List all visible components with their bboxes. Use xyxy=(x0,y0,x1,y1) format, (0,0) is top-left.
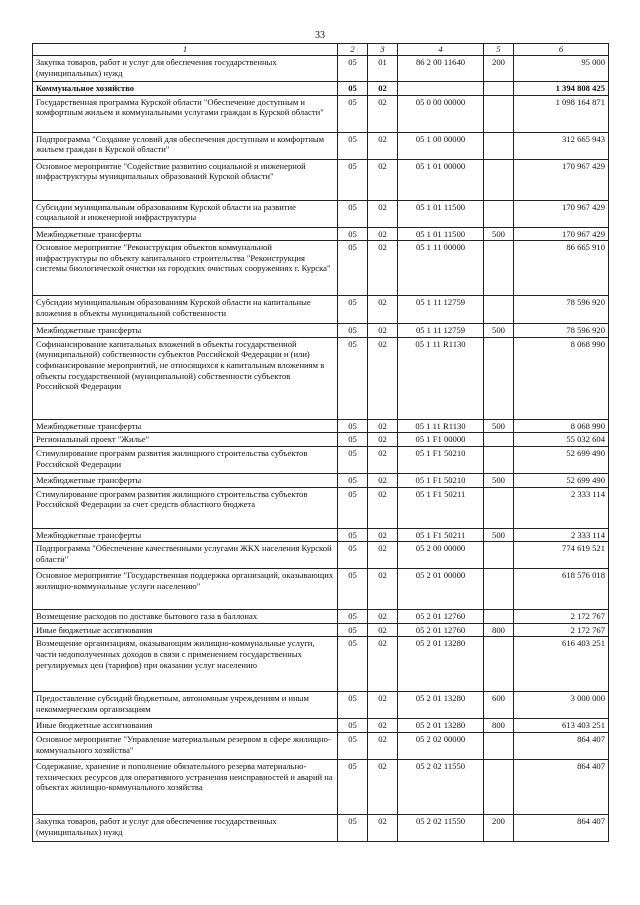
cell-csr: 05 1 F1 00000 xyxy=(398,433,484,447)
cell-name: Субсидии муниципальным образованиям Курской области на капитальные вложения в объекты муниципальной собственности xyxy=(33,296,338,324)
cell-name: Стимулирование программ развития жилищного строительства субъектов Российской Федерации за счет средств областного бюджета xyxy=(33,487,338,528)
cell-sum: 170 967 429 xyxy=(514,200,609,227)
cell-vr xyxy=(484,759,514,814)
cell-csr: 05 2 00 00000 xyxy=(398,542,484,569)
cell-rz: 05 xyxy=(338,719,368,733)
cell-vr: 200 xyxy=(484,814,514,841)
table-row xyxy=(33,200,609,227)
cell-sum: 55 032 604 xyxy=(514,433,609,447)
cell-sum: 312 665 943 xyxy=(514,132,609,159)
cell-sum: 864 407 xyxy=(514,814,609,841)
cell-rz: 05 xyxy=(338,324,368,338)
cell-vr xyxy=(484,610,514,624)
table-row xyxy=(33,419,609,433)
table-row xyxy=(33,241,609,296)
cell-sum: 3 000 000 xyxy=(514,692,609,719)
table-row xyxy=(33,56,609,82)
cell-sum: 2 333 114 xyxy=(514,487,609,528)
cell-csr: 05 1 11 12759 xyxy=(398,296,484,324)
cell-sum: 170 967 429 xyxy=(514,227,609,241)
cell-csr: 05 2 01 13280 xyxy=(398,719,484,733)
table-row xyxy=(33,446,609,473)
cell-rz: 05 xyxy=(338,569,368,610)
cell-name: Стимулирование программ развития жилищного строительства субъектов Российской Федерации xyxy=(33,446,338,473)
header-sum: 6 xyxy=(514,44,609,56)
cell-rz: 05 xyxy=(338,446,368,473)
cell-rz: 05 xyxy=(338,433,368,447)
cell-sum: 8 068 990 xyxy=(514,337,609,419)
cell-pr: 02 xyxy=(368,227,398,241)
cell-name: Основное мероприятие "Государственная поддержка организаций, оказывающих жилищно-коммунальные услуги населению" xyxy=(33,569,338,610)
cell-name: Межбюджетные трансферты xyxy=(33,227,338,241)
cell-pr: 02 xyxy=(368,528,398,542)
cell-pr: 02 xyxy=(368,569,398,610)
cell-sum: 78 596 920 xyxy=(514,324,609,338)
cell-sum: 864 407 xyxy=(514,732,609,759)
cell-csr: 05 1 F1 50210 xyxy=(398,473,484,487)
cell-sum: 2 172 767 xyxy=(514,623,609,637)
cell-csr: 05 1 01 11500 xyxy=(398,227,484,241)
table-row xyxy=(33,82,609,96)
cell-vr xyxy=(484,95,514,132)
table-row xyxy=(33,487,609,528)
cell-vr: 500 xyxy=(484,324,514,338)
cell-csr: 05 0 00 00000 xyxy=(398,95,484,132)
cell-pr: 02 xyxy=(368,95,398,132)
cell-pr: 02 xyxy=(368,473,398,487)
table-row xyxy=(33,542,609,569)
cell-sum: 1 394 808 425 xyxy=(514,82,609,96)
cell-name: Софинансирование капитальных вложений в объекты государственной (муниципальной) собственности субъектов Российской Федерации и (или) софинансирование мероприятий, не относящихся к капитальным вложениям в объекты государственной (муниципальной) собственности субъектов Российской Федерации xyxy=(33,337,338,419)
cell-csr: 05 2 02 11550 xyxy=(398,814,484,841)
cell-pr: 02 xyxy=(368,446,398,473)
cell-pr: 02 xyxy=(368,759,398,814)
cell-name: Возмещение расходов по доставке бытового газа в баллонах xyxy=(33,610,338,624)
cell-csr: 05 2 02 00000 xyxy=(398,732,484,759)
cell-sum: 52 699 490 xyxy=(514,446,609,473)
cell-sum: 2 333 114 xyxy=(514,528,609,542)
header-pr: 3 xyxy=(368,44,398,56)
cell-pr: 02 xyxy=(368,337,398,419)
cell-name: Межбюджетные трансферты xyxy=(33,528,338,542)
cell-csr xyxy=(398,82,484,96)
cell-pr: 02 xyxy=(368,159,398,200)
cell-vr xyxy=(484,241,514,296)
cell-rz: 05 xyxy=(338,759,368,814)
table-row xyxy=(33,337,609,419)
cell-csr: 05 1 11 R1130 xyxy=(398,419,484,433)
table-row xyxy=(33,637,609,692)
cell-pr: 02 xyxy=(368,610,398,624)
cell-vr xyxy=(484,132,514,159)
cell-rz: 05 xyxy=(338,473,368,487)
cell-pr: 02 xyxy=(368,732,398,759)
cell-rz: 05 xyxy=(338,95,368,132)
table-row xyxy=(33,159,609,200)
cell-csr: 05 1 11 R1130 xyxy=(398,337,484,419)
cell-csr: 05 1 11 12759 xyxy=(398,324,484,338)
cell-name: Субсидии муниципальным образованиям Курской области на развитие социальной и инженерной инфраструктуры xyxy=(33,200,338,227)
cell-rz: 05 xyxy=(338,159,368,200)
cell-vr xyxy=(484,542,514,569)
header-rz: 2 xyxy=(338,44,368,56)
table-row xyxy=(33,719,609,733)
cell-name: Закупка товаров, работ и услуг для обеспечения государственных (муниципальных) нужд xyxy=(33,814,338,841)
cell-rz: 05 xyxy=(338,542,368,569)
cell-pr: 02 xyxy=(368,637,398,692)
cell-sum: 95 000 xyxy=(514,56,609,82)
budget-table xyxy=(32,43,609,842)
cell-vr xyxy=(484,637,514,692)
cell-rz: 05 xyxy=(338,296,368,324)
cell-rz: 05 xyxy=(338,227,368,241)
cell-vr xyxy=(484,337,514,419)
cell-csr: 05 1 00 00000 xyxy=(398,132,484,159)
cell-vr xyxy=(484,159,514,200)
cell-vr xyxy=(484,446,514,473)
cell-pr: 02 xyxy=(368,623,398,637)
cell-pr: 02 xyxy=(368,200,398,227)
cell-vr xyxy=(484,569,514,610)
cell-sum: 774 619 521 xyxy=(514,542,609,569)
table-row xyxy=(33,732,609,759)
cell-vr: 500 xyxy=(484,473,514,487)
cell-rz: 05 xyxy=(338,623,368,637)
cell-csr: 05 2 01 13280 xyxy=(398,637,484,692)
cell-name: Основное мероприятие "Реконструкция объектов коммунальной инфраструктуры по объекту капитального строительства "Реконструкция системы биологической очистки на городских очистных сооружениях г. Курска" xyxy=(33,241,338,296)
table-row xyxy=(33,132,609,159)
cell-pr: 02 xyxy=(368,419,398,433)
cell-csr: 05 2 01 12760 xyxy=(398,623,484,637)
cell-pr: 02 xyxy=(368,719,398,733)
cell-vr xyxy=(484,433,514,447)
cell-vr xyxy=(484,200,514,227)
cell-csr: 05 1 01 11500 xyxy=(398,200,484,227)
cell-pr: 02 xyxy=(368,814,398,841)
table-row xyxy=(33,814,609,841)
cell-name: Основное мероприятие "Содействие развитию социальной и инженерной инфраструктуры муниципальных образований Курской области" xyxy=(33,159,338,200)
cell-sum: 52 699 490 xyxy=(514,473,609,487)
cell-rz: 05 xyxy=(338,610,368,624)
cell-rz: 05 xyxy=(338,419,368,433)
header-vr: 5 xyxy=(484,44,514,56)
cell-rz: 05 xyxy=(338,337,368,419)
cell-rz: 05 xyxy=(338,241,368,296)
cell-rz: 05 xyxy=(338,637,368,692)
cell-pr: 02 xyxy=(368,241,398,296)
cell-vr: 500 xyxy=(484,227,514,241)
cell-name: Коммунальное хозяйство xyxy=(33,82,338,96)
cell-pr: 02 xyxy=(368,692,398,719)
cell-vr xyxy=(484,296,514,324)
cell-rz: 05 xyxy=(338,528,368,542)
table-row xyxy=(33,433,609,447)
cell-sum: 170 967 429 xyxy=(514,159,609,200)
table-row xyxy=(33,759,609,814)
table-row xyxy=(33,473,609,487)
cell-sum: 613 403 251 xyxy=(514,719,609,733)
table-row xyxy=(33,324,609,338)
cell-name: Содержание, хранение и пополнение обязательного резерва материально-технических ресурсов для оперативного устранения неисправностей и аварий на объектах жилищно-коммунального хозяйства xyxy=(33,759,338,814)
cell-pr: 02 xyxy=(368,296,398,324)
cell-sum: 78 596 920 xyxy=(514,296,609,324)
header-name: 1 xyxy=(33,44,338,56)
cell-csr: 05 2 02 11550 xyxy=(398,759,484,814)
cell-pr: 01 xyxy=(368,56,398,82)
cell-name: Иные бюджетные ассигнования xyxy=(33,623,338,637)
cell-name: Межбюджетные трансферты xyxy=(33,473,338,487)
cell-vr: 800 xyxy=(484,623,514,637)
table-row xyxy=(33,569,609,610)
table-row xyxy=(33,528,609,542)
cell-vr: 500 xyxy=(484,419,514,433)
cell-pr: 02 xyxy=(368,542,398,569)
cell-rz: 05 xyxy=(338,692,368,719)
cell-rz: 05 xyxy=(338,82,368,96)
cell-rz: 05 xyxy=(338,732,368,759)
cell-name: Предоставление субсидий бюджетным, автономным учреждениям и иным некоммерческим организациям xyxy=(33,692,338,719)
cell-csr: 05 1 F1 50211 xyxy=(398,487,484,528)
cell-csr: 86 2 00 11640 xyxy=(398,56,484,82)
cell-vr: 200 xyxy=(484,56,514,82)
cell-csr: 05 1 F1 50210 xyxy=(398,446,484,473)
cell-name: Подпрограмма "Создание условий для обеспечения доступным и комфортным жильем граждан в Курской области" xyxy=(33,132,338,159)
cell-name: Межбюджетные трансферты xyxy=(33,324,338,338)
cell-vr xyxy=(484,82,514,96)
cell-pr: 02 xyxy=(368,132,398,159)
cell-name: Государственная программа Курской области "Обеспечение доступным и комфортным жильем и коммунальными услугами граждан в Курской области" xyxy=(33,95,338,132)
cell-vr: 600 xyxy=(484,692,514,719)
table-row xyxy=(33,692,609,719)
table-row xyxy=(33,623,609,637)
cell-pr: 02 xyxy=(368,433,398,447)
cell-sum: 618 576 018 xyxy=(514,569,609,610)
cell-pr: 02 xyxy=(368,82,398,96)
cell-csr: 05 2 01 13280 xyxy=(398,692,484,719)
cell-rz: 05 xyxy=(338,814,368,841)
cell-vr: 500 xyxy=(484,528,514,542)
table-row xyxy=(33,610,609,624)
cell-sum: 864 407 xyxy=(514,759,609,814)
cell-sum: 1 098 164 871 xyxy=(514,95,609,132)
cell-pr: 02 xyxy=(368,487,398,528)
cell-sum: 86 665 910 xyxy=(514,241,609,296)
table-row xyxy=(33,296,609,324)
cell-vr: 800 xyxy=(484,719,514,733)
header-csr: 4 xyxy=(398,44,484,56)
cell-name: Возмещение организациям, оказывающим жилищно-коммунальные услуги, части недополученных доходов в связи с применением государственных регулируемых цен (тарифов) при оказании услуг населению xyxy=(33,637,338,692)
table-row xyxy=(33,227,609,241)
cell-name: Закупка товаров, работ и услуг для обеспечения государственных (муниципальных) нужд xyxy=(33,56,338,82)
cell-csr: 05 2 01 00000 xyxy=(398,569,484,610)
cell-rz: 05 xyxy=(338,132,368,159)
cell-csr: 05 1 11 00000 xyxy=(398,241,484,296)
cell-rz: 05 xyxy=(338,487,368,528)
table-row xyxy=(33,95,609,132)
cell-vr xyxy=(484,487,514,528)
cell-vr xyxy=(484,732,514,759)
cell-name: Основное мероприятие "Управление материальным резервом в сфере жилищно-коммунального хозяйства" xyxy=(33,732,338,759)
cell-name: Подпрограмма "Обеспечение качественными услугами ЖКХ населения Курской области" xyxy=(33,542,338,569)
cell-name: Иные бюджетные ассигнования xyxy=(33,719,338,733)
cell-name: Межбюджетные трансферты xyxy=(33,419,338,433)
cell-name: Региональный проект "Жилье" xyxy=(33,433,338,447)
cell-csr: 05 1 01 00000 xyxy=(398,159,484,200)
page-number: 33 xyxy=(315,30,325,41)
cell-rz: 05 xyxy=(338,200,368,227)
table-body xyxy=(33,56,609,842)
cell-csr: 05 1 F1 50211 xyxy=(398,528,484,542)
cell-sum: 8 068 990 xyxy=(514,419,609,433)
cell-sum: 2 172 767 xyxy=(514,610,609,624)
header-row xyxy=(33,44,609,56)
cell-csr: 05 2 01 12760 xyxy=(398,610,484,624)
cell-sum: 616 403 251 xyxy=(514,637,609,692)
cell-rz: 05 xyxy=(338,56,368,82)
cell-pr: 02 xyxy=(368,324,398,338)
